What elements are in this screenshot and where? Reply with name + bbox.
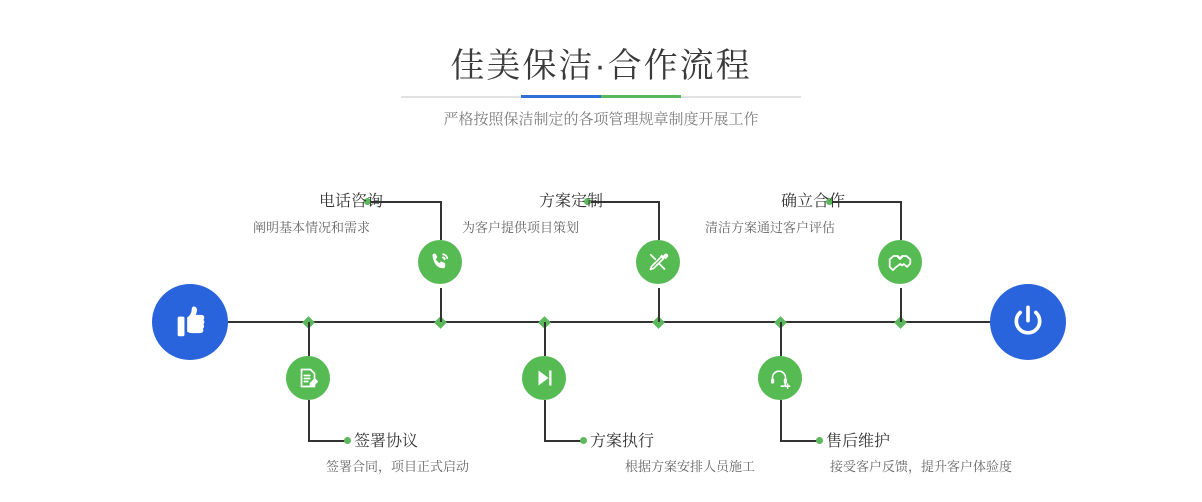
page-title: 佳美保洁·合作流程 — [450, 47, 752, 85]
label-leader-4 — [544, 440, 584, 442]
step-4-title: 方案执行 — [590, 433, 655, 450]
step-4-icon-badge — [522, 356, 566, 400]
connector-line-3 — [658, 288, 660, 322]
step-4-desc: 根据方案安排人员施工 — [625, 459, 756, 474]
label-dot-6 — [816, 437, 823, 444]
step-1-desc: 阐明基本情况和需求 — [253, 220, 371, 235]
connector-line-2-lower — [308, 400, 310, 441]
label-dot-4 — [580, 437, 587, 444]
step-6-desc: 接受客户反馈，提升客户体验度 — [830, 459, 1013, 474]
connector-line-4 — [544, 322, 546, 356]
step-3-icon-badge — [636, 240, 680, 284]
connector-line-6-lower — [780, 400, 782, 441]
thumbs-up-icon — [171, 303, 209, 341]
label-leader-2 — [308, 440, 348, 442]
step-1-icon-badge — [418, 240, 462, 284]
document-edit-icon — [296, 366, 320, 390]
label-leader-6 — [780, 440, 820, 442]
step-6-title: 售后维护 — [826, 433, 891, 450]
connector-line-6 — [780, 322, 782, 356]
step-5-desc: 清洁方案通过客户评估 — [705, 220, 836, 235]
step-3-title: 方案定制 — [539, 193, 604, 210]
step-5-title: 确立合作 — [781, 193, 846, 210]
connector-line-3-upper — [658, 202, 660, 240]
pen-ruler-icon — [646, 250, 670, 274]
step-2-icon-badge — [286, 356, 330, 400]
timeline-end-node — [990, 284, 1066, 360]
step-5-icon-badge — [878, 240, 922, 284]
power-icon — [1008, 302, 1048, 342]
step-2-desc: 签署合同，项目正式启动 — [326, 459, 470, 474]
connector-line-1 — [440, 288, 442, 322]
phone-icon — [428, 250, 452, 274]
step-3-desc: 为客户提供项目策划 — [462, 220, 580, 235]
title-divider-accent-green — [601, 95, 681, 98]
connector-line-4-lower — [544, 400, 546, 441]
connector-line-2 — [308, 322, 310, 356]
timeline-start-node — [152, 284, 228, 360]
step-6-icon-badge — [758, 356, 802, 400]
title-divider-accent-blue — [521, 95, 601, 98]
connector-line-5-upper — [900, 202, 902, 240]
connector-line-5 — [900, 288, 902, 322]
handshake-icon — [887, 249, 913, 275]
step-2-title: 签署协议 — [354, 433, 419, 450]
connector-line-1-upper — [440, 202, 442, 240]
step-1-title: 电话咨询 — [319, 193, 384, 210]
page-subtitle: 严格按照保洁制定的各项管理规章制度开展工作 — [443, 111, 759, 128]
label-dot-2 — [344, 437, 351, 444]
headset-add-icon — [768, 366, 792, 390]
play-next-icon — [532, 366, 556, 390]
